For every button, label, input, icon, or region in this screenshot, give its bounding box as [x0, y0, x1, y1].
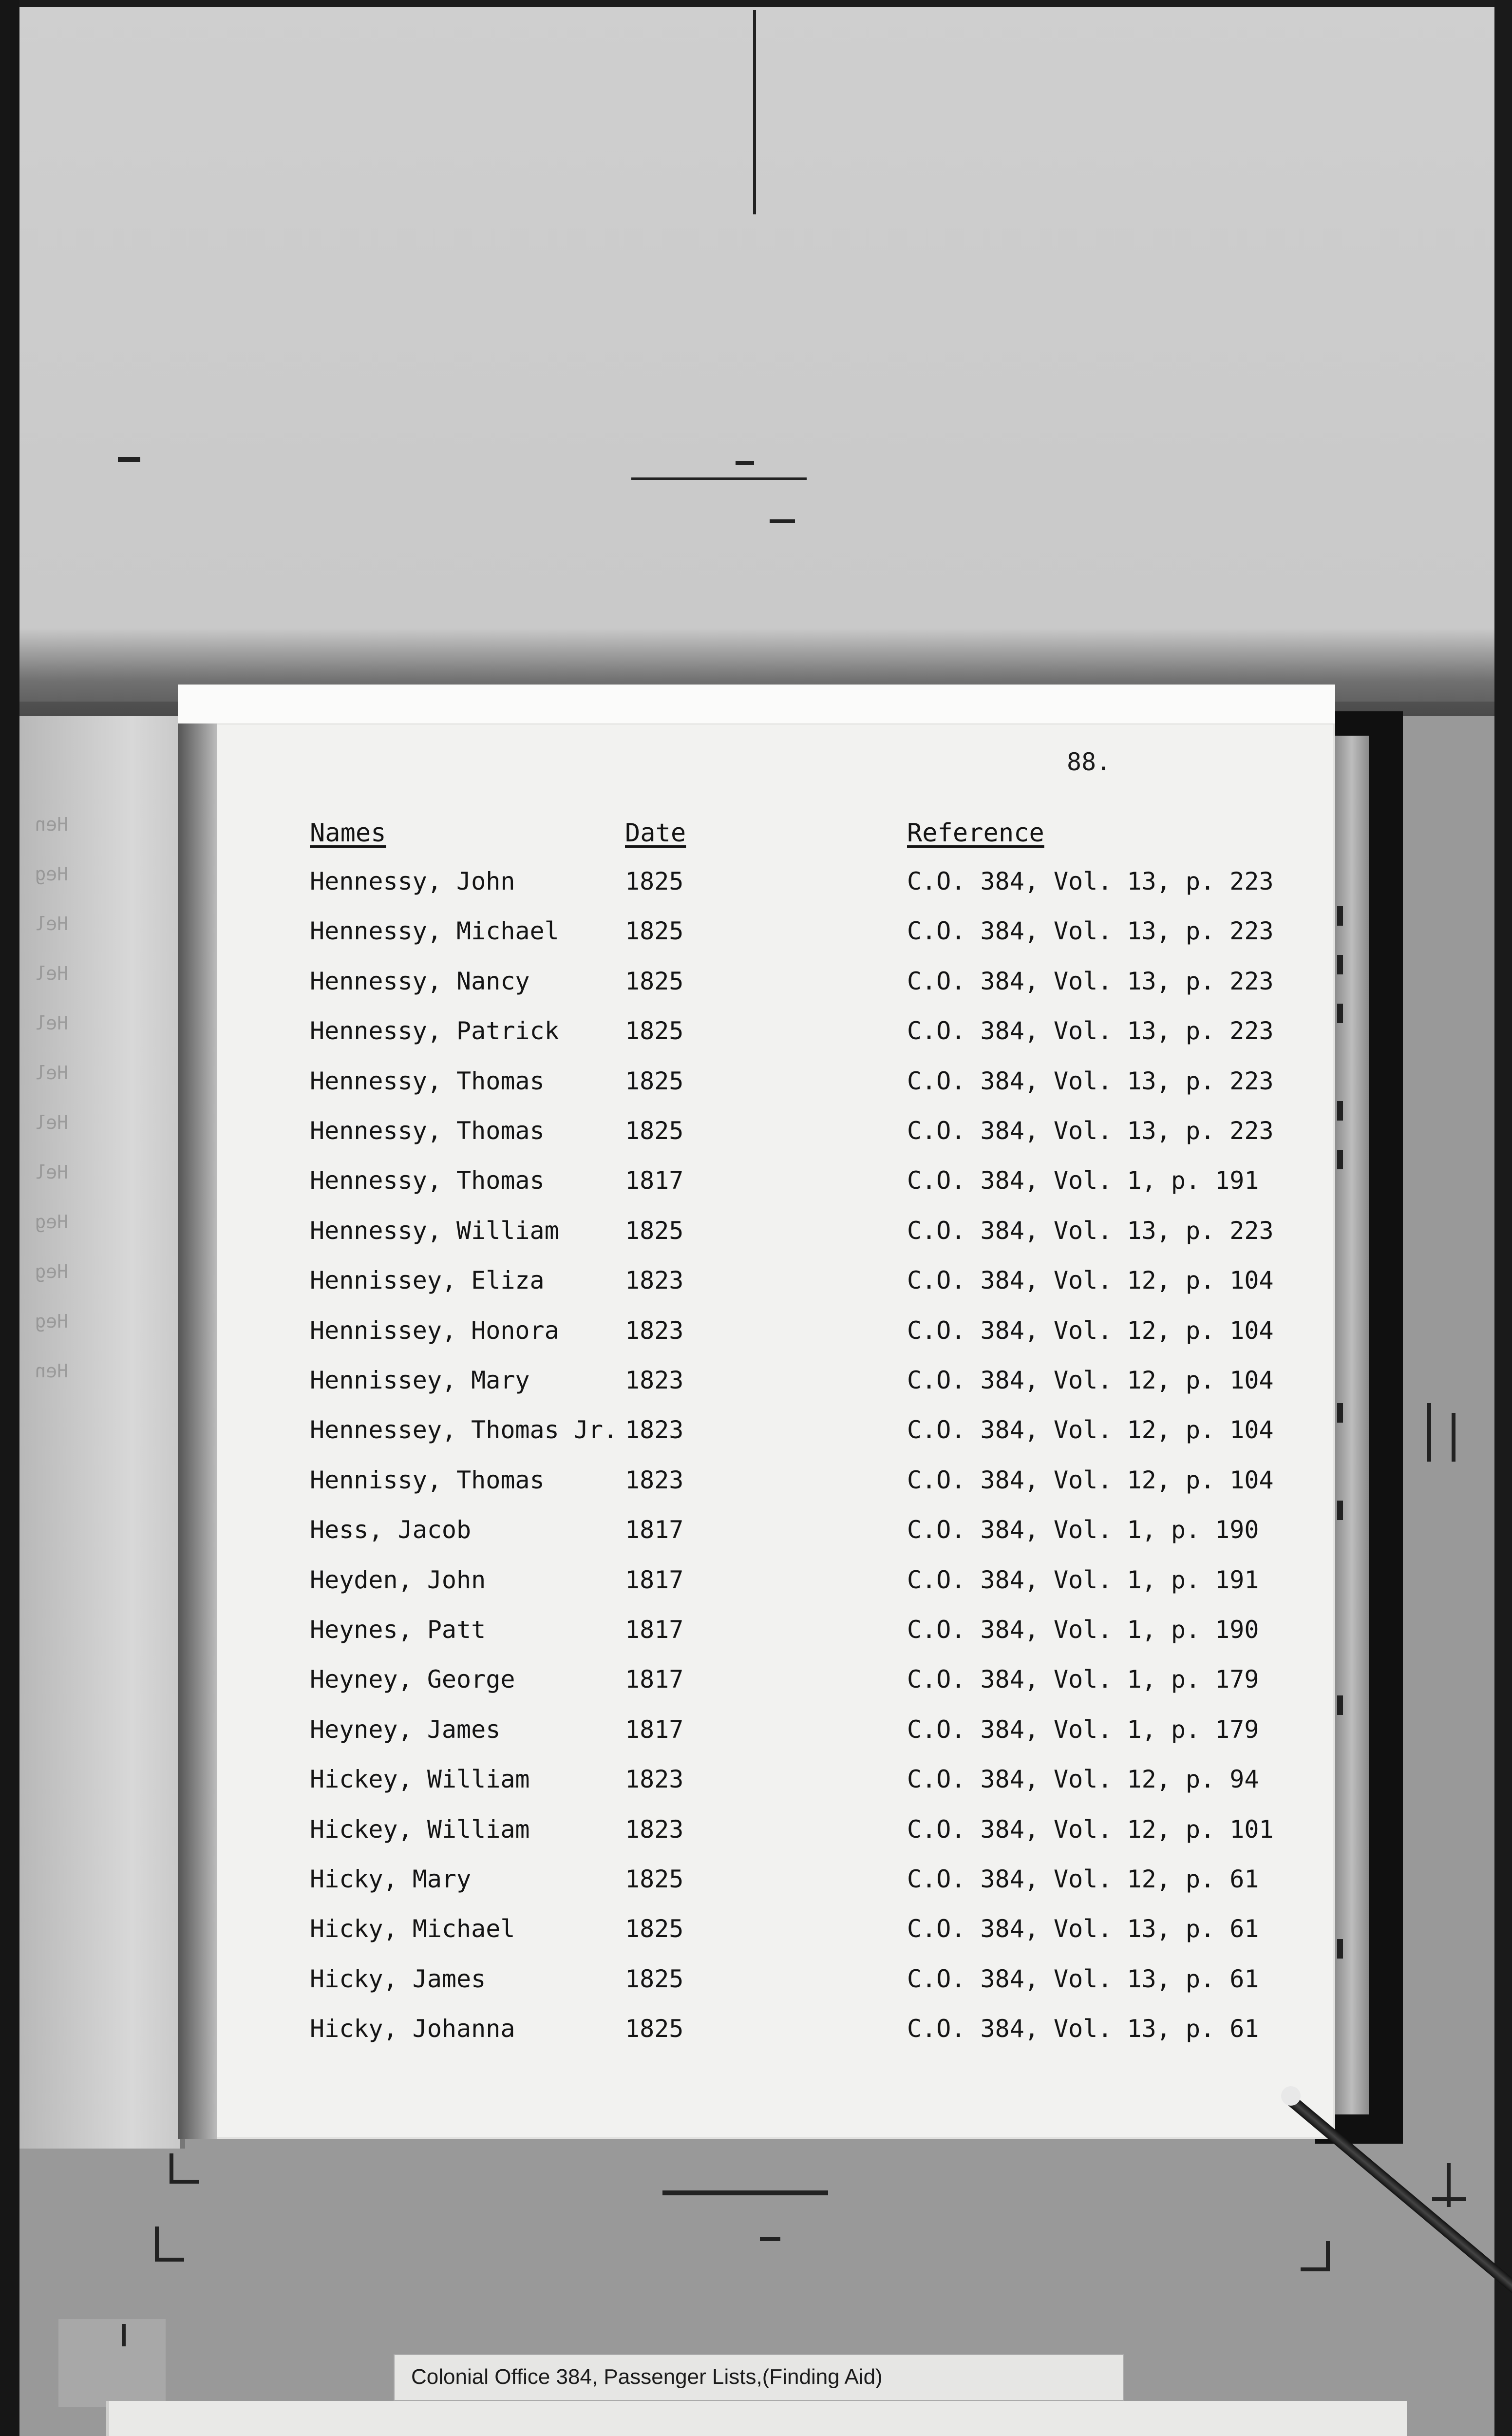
crop-mark [155, 2258, 184, 2262]
name-cell: Heyney, James [310, 1715, 501, 1744]
table-row [0, 1117, 1512, 1166]
date-cell: 1825 [625, 1017, 684, 1045]
scratch-mark [631, 477, 807, 480]
table-row [0, 1017, 1512, 1066]
date-cell: 1823 [625, 1366, 684, 1394]
name-cell: Hennessy, Thomas [310, 1117, 545, 1145]
tape-strip [58, 2319, 166, 2407]
date-cell: 1825 [625, 967, 684, 995]
crop-mark [170, 2153, 173, 2183]
reference-cell: C.O. 384, Vol. 1, p. 191 [907, 1566, 1259, 1594]
bleed-through-text: Hel [35, 963, 68, 984]
name-cell: Hennissey, Eliza [310, 1266, 545, 1294]
name-cell: Hennessy, Thomas [310, 1166, 545, 1195]
table-row [0, 917, 1512, 967]
reference-cell: C.O. 384, Vol. 12, p. 104 [907, 1466, 1274, 1494]
reference-cell: C.O. 384, Vol. 1, p. 190 [907, 1616, 1259, 1644]
reference-cell: C.O. 384, Vol. 13, p. 223 [907, 1217, 1274, 1245]
crop-mark [155, 2227, 159, 2261]
date-cell: 1817 [625, 1516, 684, 1544]
table-row [0, 1815, 1512, 1865]
date-cell: 1823 [625, 1416, 684, 1444]
reference-cell: C.O. 384, Vol. 13, p. 61 [907, 1965, 1259, 1993]
table-row [0, 967, 1512, 1017]
date-cell: 1817 [625, 1715, 684, 1744]
name-cell: Heyney, George [310, 1665, 515, 1694]
date-cell: 1823 [625, 1815, 684, 1844]
table-row [0, 1416, 1512, 1465]
table-row [0, 1466, 1512, 1516]
date-cell: 1823 [625, 1316, 684, 1345]
date-cell: 1823 [625, 1466, 684, 1494]
pen-tip [1281, 2086, 1301, 2106]
name-cell: Hennissy, Thomas [310, 1466, 545, 1494]
reference-cell: C.O. 384, Vol. 1, p. 190 [907, 1516, 1259, 1544]
caption-card [394, 2354, 1124, 2401]
reference-cell: C.O. 384, Vol. 13, p. 223 [907, 917, 1274, 945]
date-cell: 1825 [625, 2015, 684, 2043]
archives-label [109, 2401, 1407, 2436]
bleed-through-text: Hel [35, 1062, 68, 1084]
name-cell: Heyden, John [310, 1566, 486, 1594]
table-row [0, 1067, 1512, 1117]
name-cell: Hennessy, Nancy [310, 967, 530, 995]
name-cell: Hennessy, William [310, 1217, 559, 1245]
scratch-mark [118, 457, 140, 462]
scratch-mark [753, 10, 756, 214]
table-row [0, 1765, 1512, 1815]
frame-border-top [0, 0, 1512, 7]
column-header-date: Date [625, 818, 686, 848]
bleed-through-text: Hel [35, 1112, 68, 1133]
reference-cell: C.O. 384, Vol. 1, p. 191 [907, 1166, 1259, 1195]
reference-cell: C.O. 384, Vol. 1, p. 179 [907, 1665, 1259, 1694]
bleed-through-text: Hen [35, 1360, 68, 1382]
name-cell: Hickey, William [310, 1765, 530, 1793]
table-row [0, 1965, 1512, 2015]
name-cell: Hicky, Michael [310, 1915, 515, 1943]
name-cell: Heynes, Patt [310, 1616, 486, 1644]
date-cell: 1825 [625, 1117, 684, 1145]
table-row [0, 1665, 1512, 1715]
bleed-through-text: Heg [35, 863, 68, 885]
crop-mark [1432, 2197, 1466, 2201]
crop-mark [1301, 2267, 1330, 2271]
crop-mark [170, 2180, 199, 2184]
reference-cell: C.O. 384, Vol. 13, p. 223 [907, 967, 1274, 995]
bleed-through-text: Heg [35, 1261, 68, 1282]
reference-cell: C.O. 384, Vol. 13, p. 61 [907, 1915, 1259, 1943]
date-cell: 1823 [625, 1765, 684, 1793]
reference-cell: C.O. 384, Vol. 13, p. 223 [907, 1067, 1274, 1095]
bleed-through-text: Hel [35, 1012, 68, 1034]
name-cell: Hicky, Johanna [310, 2015, 515, 2043]
table-row [0, 2015, 1512, 2064]
date-cell: 1825 [625, 1865, 684, 1893]
reference-cell: C.O. 384, Vol. 12, p. 61 [907, 1865, 1259, 1893]
date-cell: 1817 [625, 1616, 684, 1644]
bleed-through-text: Heg [35, 1311, 68, 1332]
date-cell: 1825 [625, 1965, 684, 1993]
scratch-mark [1452, 1413, 1455, 1462]
page-top-margin [178, 685, 1335, 724]
date-cell: 1825 [625, 1915, 684, 1943]
table-row [0, 1366, 1512, 1416]
scratch-mark [1427, 1403, 1431, 1462]
scratch-mark [662, 2190, 828, 2195]
date-cell: 1817 [625, 1166, 684, 1195]
table-row [0, 1316, 1512, 1366]
name-cell: Hicky, Mary [310, 1865, 472, 1893]
name-cell: Hennissey, Honora [310, 1316, 559, 1345]
column-header-reference: Reference [907, 818, 1044, 848]
reference-cell: C.O. 384, Vol. 13, p. 61 [907, 2015, 1259, 2043]
reference-cell: C.O. 384, Vol. 12, p. 104 [907, 1366, 1274, 1394]
date-cell: 1817 [625, 1665, 684, 1694]
date-cell: 1825 [625, 1067, 684, 1095]
name-cell: Hennessy, Thomas [310, 1067, 545, 1095]
table-row [0, 1516, 1512, 1565]
table-row [0, 1915, 1512, 1964]
reference-cell: C.O. 384, Vol. 12, p. 104 [907, 1416, 1274, 1444]
date-cell: 1817 [625, 1566, 684, 1594]
reference-cell: C.O. 384, Vol. 1, p. 179 [907, 1715, 1259, 1744]
bleed-through-text: Hel [35, 913, 68, 934]
table-row [0, 867, 1512, 917]
reference-cell: C.O. 384, Vol. 13, p. 223 [907, 1117, 1274, 1145]
reference-cell: C.O. 384, Vol. 12, p. 94 [907, 1765, 1259, 1793]
name-cell: Hennissey, Mary [310, 1366, 530, 1394]
table-row [0, 1166, 1512, 1216]
reference-cell: C.O. 384, Vol. 13, p. 223 [907, 867, 1274, 895]
table-row [0, 1865, 1512, 1915]
bleed-through-text: Heg [35, 1211, 68, 1233]
date-cell: 1825 [625, 867, 684, 895]
reference-cell: C.O. 384, Vol. 12, p. 104 [907, 1266, 1274, 1294]
table-row [0, 1217, 1512, 1266]
name-cell: Hennessey, Thomas Jr. [310, 1416, 618, 1444]
date-cell: 1825 [625, 917, 684, 945]
reference-cell: C.O. 384, Vol. 12, p. 101 [907, 1815, 1274, 1844]
name-cell: Hicky, James [310, 1965, 486, 1993]
page-number: 88. [1067, 748, 1111, 776]
bleed-through-text: Hel [35, 1161, 68, 1183]
name-cell: Hennessy, Michael [310, 917, 559, 945]
name-cell: Hess, Jacob [310, 1516, 472, 1544]
reference-cell: C.O. 384, Vol. 12, p. 104 [907, 1316, 1274, 1345]
scratch-mark [770, 519, 795, 523]
scratch-mark [760, 2237, 780, 2241]
column-header-names: Names [310, 818, 386, 848]
scratch-mark [122, 2324, 126, 2346]
name-cell: Hennessy, John [310, 867, 515, 895]
name-cell: Hennessy, Patrick [310, 1017, 559, 1045]
table-row [0, 1616, 1512, 1665]
date-cell: 1823 [625, 1266, 684, 1294]
scratch-mark [736, 461, 754, 465]
table-row [0, 1566, 1512, 1616]
name-cell: Hickey, William [310, 1815, 530, 1844]
bleed-through-text: Hen [35, 814, 68, 835]
caption-text: Colonial Office 384, Passenger Lists,(Finding Aid) [411, 2365, 883, 2389]
table-row [0, 1715, 1512, 1765]
table-row [0, 1266, 1512, 1316]
crop-mark [1326, 2241, 1330, 2270]
date-cell: 1825 [625, 1217, 684, 1245]
reference-cell: C.O. 384, Vol. 13, p. 223 [907, 1017, 1274, 1045]
